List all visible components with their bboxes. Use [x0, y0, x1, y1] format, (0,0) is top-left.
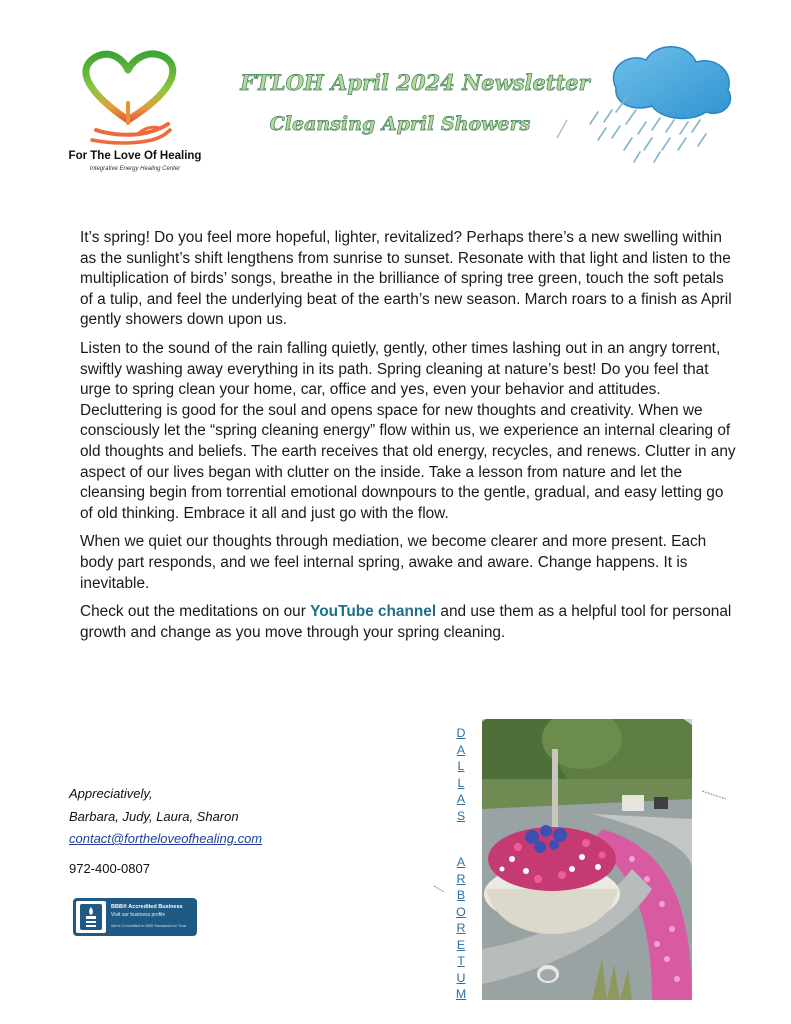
phone-number: 972-400-0807 — [69, 861, 150, 876]
caption-letter: R — [456, 921, 466, 935]
bbb-torch-icon — [76, 901, 106, 933]
newsletter-body — [80, 228, 736, 651]
caption-letter: D — [456, 726, 466, 740]
newsletter-subtitle: Cleansing April Showers — [269, 113, 531, 135]
bbb-line2: Visit our business profile — [111, 912, 166, 918]
logo-name: For The Love Of Healing — [68, 150, 202, 162]
garden-photo-illustration — [482, 719, 692, 1000]
closing: Appreciatively, — [69, 786, 153, 801]
caption-letter: S — [456, 808, 466, 823]
caption-letter: E — [456, 937, 466, 952]
caption-letter: B — [456, 888, 466, 902]
caption-letter: A — [456, 855, 466, 869]
bbb-seal — [76, 901, 106, 933]
youtube-text-before: Check out the meditations on our — [80, 603, 311, 621]
rain-streak-icon — [553, 118, 573, 140]
paragraph-spring: It’s spring! Do you feel more hopeful, lighter, revitalized? Perhaps there’s a new swelling within as the sunlight’s shift lengthens from sunrise to sunset. Resonate with that light and listen to the multiplication of birds’ songs, breathe in the brilliance of spring tree green, touch the soft petals of a tulip, and feel the underlying beat of the earth’s new season. March roars to a finish as April gently showers down upon us. — [80, 229, 732, 329]
caption-letter: O — [456, 904, 466, 919]
signoff — [69, 783, 262, 851]
logo-subtitle: Integrative Energy Healing Center — [89, 166, 181, 172]
email-link[interactable]: contact@fortheloveofhealing.com — [69, 831, 263, 846]
caption-letter: R — [456, 871, 466, 886]
caption-letter: L — [457, 775, 465, 790]
decorative-dash-icon — [432, 884, 446, 894]
bbb-badge[interactable] — [73, 898, 197, 936]
caption-letter: A — [456, 742, 466, 757]
arboretum-photo — [482, 719, 692, 1000]
bbb-line1: BBB® Accredited Business — [111, 904, 183, 910]
dallas-arboretum-caption[interactable] — [452, 725, 470, 1003]
youtube-text-after: and use them as a helpful tool for personal growth and change as you move through your spring cleaning. — [80, 603, 732, 641]
heart-hand-icon — [68, 48, 198, 148]
youtube-channel-link[interactable]: YouTube channel — [310, 603, 437, 621]
decorative-dash-icon — [700, 788, 728, 802]
caption-letter: A — [456, 792, 466, 806]
paragraph-youtube — [80, 602, 736, 643]
caption-letter: M — [455, 987, 467, 1001]
rain-cloud-icon — [576, 38, 746, 168]
logo — [58, 48, 208, 176]
caption-letter: U — [456, 970, 466, 985]
signoff-names: Barbara, Judy, Laura, Sharon — [69, 808, 239, 824]
caption-letter: L — [457, 759, 465, 773]
paragraph-meditation: When we quiet our thoughts through mediation, we become clearer and more present. Each body part responds, and we feel internal spring, awake and aware. Change happens. It is inevitable. — [80, 533, 707, 592]
newsletter-title: FTLOH April 2024 Newsletter — [240, 70, 590, 95]
paragraph-rain: Listen to the sound of the rain falling quietly, gently, other times lashing out in an angry torrent, swiftly washing away everything in its path. Spring cleaning at nature’s best! Do you feel that urge to spring clean your home, car, office and yes, even your behavior and attitudes. Decluttering is good for the soul and opens space for new thoughts and creativity. When we consciously let the “spring cleaning energy” flow within us, we experience an internal clearing of old thoughts and beliefs. The earth receives that old energy, recycles, and renews. Clutter in any aspect of our lives began with clutter on the inside. Take a lesson from nature and let the cleansing begin from torrential emotional downpours to the gentle, gradual, and easy letting go of old thinking. Embrace it all and just go with the flow. — [80, 339, 736, 522]
caption-letter: T — [457, 954, 465, 968]
bbb-line3: We're Committed to BBB Standards for Trust — [111, 924, 187, 928]
